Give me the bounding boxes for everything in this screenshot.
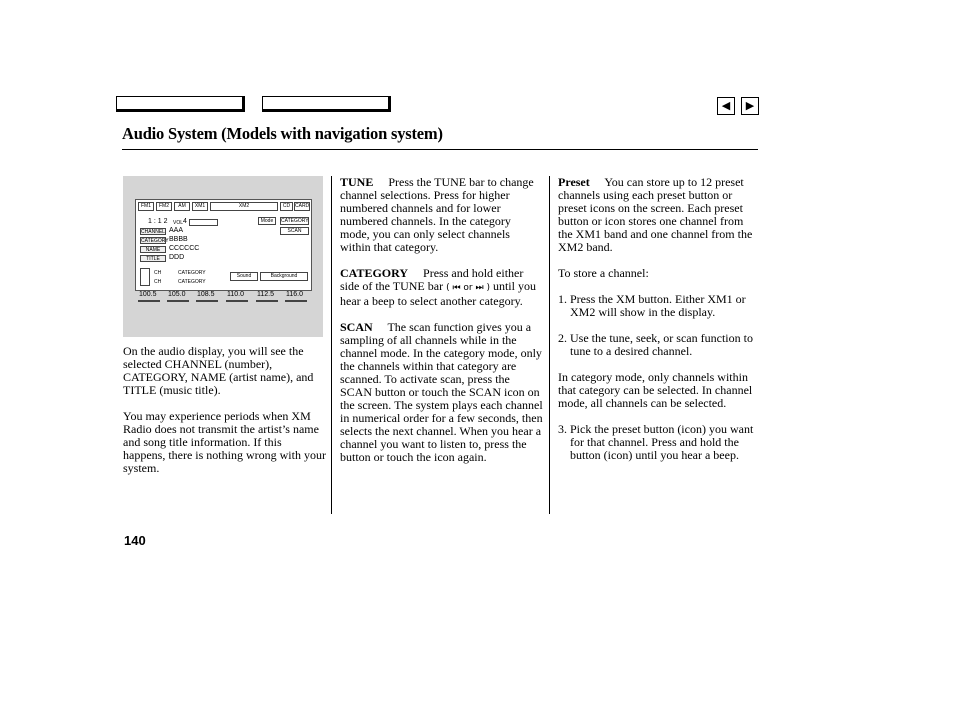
category-text-1: Press and hold either side of the TUNE bar xyxy=(340,266,524,293)
preset-bar-2 xyxy=(167,300,189,302)
tune-paragraph xyxy=(340,176,543,254)
store-channel-intro: To store a channel: xyxy=(558,266,649,280)
row-label-channel: CHANNEL xyxy=(141,229,165,235)
step-1: 1. Press the XM button. Either XM1 or XM2 will show in the display. xyxy=(558,292,746,319)
band-button-cd[interactable]: CD xyxy=(280,202,293,211)
display-description: On the audio display, you will see the selected CHANNEL (number), CATEGORY, NAME (artist name), and TITLE (music title). xyxy=(123,344,314,397)
preset-3[interactable]: 108.5 xyxy=(197,291,215,298)
tune-row-2-category: CATEGORY xyxy=(178,279,206,285)
preset-2[interactable]: 105.0 xyxy=(168,291,186,298)
preset-text: You can store up to 12 preset channels using each preset button or preset icons on the screen. Each preset button or icon stores one channel from the XM1 band and one channel from the XM2 band. xyxy=(558,175,753,254)
scan-paragraph xyxy=(340,321,543,464)
band-button-fm1[interactable]: FM1 xyxy=(138,202,154,211)
category-text-2: until you hear a beep to select another category. xyxy=(340,279,536,308)
row-label-category: CATEGORY xyxy=(141,238,169,244)
header-tab-box-2 xyxy=(262,96,391,112)
xm-info-note: You may experience periods when XM Radio does not transmit the artist’s name and song title information. If this happens, there is nothing wrong with your system. xyxy=(123,409,326,475)
previous-page-icon[interactable]: ◀ xyxy=(717,97,735,115)
category-button[interactable]: CATEGORY xyxy=(281,218,309,224)
tune-row-1-label: CH xyxy=(154,270,162,276)
audio-display-figure xyxy=(123,176,323,337)
channel-number: 1 : 1 2 xyxy=(148,218,168,225)
category-paragraph xyxy=(340,267,543,308)
next-page-icon[interactable]: ▶ xyxy=(741,97,759,115)
tune-row-1-category: CATEGORY xyxy=(178,270,206,276)
band-button-card[interactable]: CARD xyxy=(295,203,310,209)
preset-bar-4 xyxy=(226,300,248,302)
scan-text: The scan function gives you a sampling of all channels while in the channel mode. In the category mode, only the channels within that category are scanned. To activate scan, press the SCAN button or touch the SCAN icon on the screen. The system plays each channel in numerical order for a few seconds, then selects the next channel. When you hear a channel you want to listen to, press the button or touch the icon again. xyxy=(340,320,543,464)
band-button-am[interactable]: AM xyxy=(174,202,190,211)
vol-value: 4 xyxy=(183,218,187,225)
column-divider-1 xyxy=(331,176,332,514)
band-button-xm2[interactable]: XM2 xyxy=(210,202,278,211)
preset-bar-5 xyxy=(256,300,278,302)
vol-bar xyxy=(189,219,218,226)
background-button[interactable]: Background xyxy=(260,272,308,281)
scan-heading: SCAN xyxy=(340,320,373,334)
preset-paragraph xyxy=(558,176,758,254)
band-button-fm2[interactable]: FM2 xyxy=(156,202,172,211)
preset-bar-3 xyxy=(196,300,218,302)
page-number: 140 xyxy=(124,533,146,548)
title-rule xyxy=(122,149,758,150)
column-1 xyxy=(123,345,326,488)
preset-bar-6 xyxy=(285,300,307,302)
row-label-name: NAME xyxy=(140,246,166,253)
step-3: 3. Pick the preset button (icon) you want for that channel. Press and hold the button (icon) until you hear a beep. xyxy=(558,422,754,462)
header-tab-box-1 xyxy=(116,96,245,112)
tune-bar[interactable] xyxy=(140,268,150,286)
row-value-name: CCCCCC xyxy=(169,245,200,252)
row-value-channel: AAA xyxy=(169,227,184,234)
scan-button[interactable]: SCAN xyxy=(280,227,309,235)
column-divider-2 xyxy=(549,176,550,514)
preset-4[interactable]: 110.0 xyxy=(227,291,244,298)
category-heading: CATEGORY xyxy=(340,266,409,280)
preset-heading: Preset xyxy=(558,175,590,189)
category-mode-note: In category mode, only channels within that category can be selected. In channel mode, all channels can be selected. xyxy=(558,370,753,410)
preset-1[interactable]: 100.5 xyxy=(139,291,157,298)
preset-bar-1 xyxy=(138,300,160,302)
page-title: Audio System (Models with navigation system) xyxy=(122,124,443,143)
row-value-category: BBBB xyxy=(169,236,188,243)
vol-label: VOL xyxy=(173,220,184,226)
skip-icons: ( ⏮ or ⏭ ) xyxy=(446,283,490,293)
sound-button[interactable]: Sound xyxy=(230,272,258,281)
tune-row-2-label: CH xyxy=(154,279,162,285)
band-button-xm1[interactable]: XM1 xyxy=(192,202,208,211)
preset-5[interactable]: 112.5 xyxy=(257,291,274,298)
step-2: 2. Use the tune, seek, or scan function to tune to a desired channel. xyxy=(558,331,753,358)
display-screen xyxy=(135,199,312,291)
tune-text: Press the TUNE bar to change channel selections. Press for higher numbered channels and for lower numbered channels. In the category mode, you can only select channels within that category. xyxy=(340,175,534,254)
row-label-title: TITLE xyxy=(140,255,166,262)
column-2 xyxy=(340,176,543,477)
preset-6[interactable]: 116.0 xyxy=(286,291,303,298)
mode-button[interactable]: Mode xyxy=(258,217,276,225)
column-3 xyxy=(558,176,758,475)
row-value-title: DDD xyxy=(169,254,185,261)
tune-heading: TUNE xyxy=(340,175,374,189)
